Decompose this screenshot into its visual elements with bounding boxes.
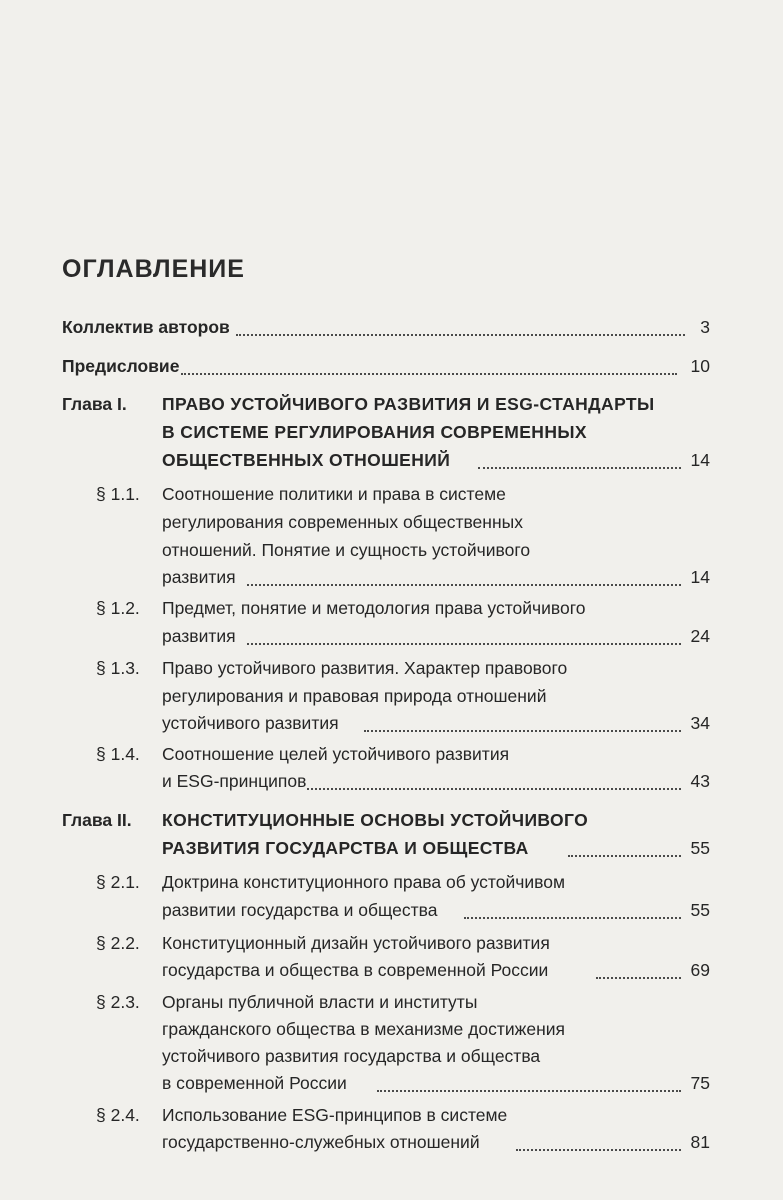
section-number: § 1.2. <box>96 598 140 618</box>
toc-entry-label: Предисловие <box>62 356 180 376</box>
toc-page-number: 3 <box>700 317 710 337</box>
toc-page-number: 14 <box>690 567 710 587</box>
toc-page-number: 55 <box>690 900 710 920</box>
dot-leader <box>464 889 681 919</box>
chapter-title-line: В СИСТЕМЕ РЕГУЛИРОВАНИЯ СОВРЕМЕННЫХ <box>162 422 587 442</box>
toc-entry-label: Коллектив авторов <box>62 317 230 337</box>
chapter-label: Глава II. <box>62 810 132 830</box>
dot-leader <box>247 556 681 586</box>
section-title-line: Использование ESG-принципов в системе <box>162 1105 508 1125</box>
toc-page-number: 81 <box>690 1132 710 1152</box>
toc-page-number: 34 <box>690 713 710 733</box>
section-title-line: государственно-служебных отношений <box>162 1132 480 1152</box>
section-number: § 2.4. <box>96 1105 140 1125</box>
dot-leader <box>247 615 681 645</box>
toc-page-number: 14 <box>690 450 710 470</box>
dot-leader <box>516 1121 681 1151</box>
section-title-line: Конституционный дизайн устойчивого развития <box>162 933 550 953</box>
section-title-line: развития <box>162 567 236 587</box>
section-title-line: Соотношение целей устойчивого развития <box>162 744 510 764</box>
toc-page-number: 10 <box>690 356 710 376</box>
section-title-line: и ESG-принципов <box>162 771 307 791</box>
toc-entry-preface[interactable] <box>0 352 783 380</box>
chapter-title-line: КОНСТИТУЦИОННЫЕ ОСНОВЫ УСТОЙЧИВОГО <box>162 810 589 830</box>
chapter-label: Глава I. <box>62 394 127 414</box>
section-title-line: устойчивого развития государства и общества <box>162 1046 541 1066</box>
dot-leader <box>377 1062 681 1092</box>
section-title-line: Органы публичной власти и институты <box>162 992 478 1012</box>
page-title: ОГЛАВЛЕНИЕ <box>62 255 245 283</box>
dot-leader <box>181 345 677 375</box>
section-title-line: Соотношение политики и права в системе <box>162 484 506 504</box>
section-title-line: Предмет, понятие и методология права устойчивого <box>162 598 586 618</box>
dot-leader <box>478 439 681 469</box>
toc-page-number: 69 <box>690 960 710 980</box>
toc-page-number: 24 <box>690 626 710 646</box>
section-title-line: регулирования современных общественных <box>162 512 523 532</box>
section-number: § 2.1. <box>96 872 140 892</box>
section-number: § 2.2. <box>96 933 140 953</box>
section-title-line: гражданского общества в механизме достижения <box>162 1019 565 1039</box>
section-title-line: устойчивого развития <box>162 713 339 733</box>
section-title-line: развития <box>162 626 236 646</box>
dot-leader <box>568 827 681 857</box>
dot-leader <box>364 702 681 732</box>
toc-page-number: 75 <box>690 1073 710 1093</box>
section-number: § 1.3. <box>96 658 140 678</box>
section-number: § 1.4. <box>96 744 140 764</box>
toc-entry-authors[interactable] <box>0 313 783 341</box>
section-title-line: регулирования и правовая природа отношений <box>162 686 547 706</box>
section-title-line: в современной России <box>162 1073 347 1093</box>
chapter-title-line: РАЗВИТИЯ ГОСУДАРСТВА И ОБЩЕСТВА <box>162 838 529 858</box>
chapter-title-line: ПРАВО УСТОЙЧИВОГО РАЗВИТИЯ И ESG-СТАНДАРТЫ <box>162 394 655 414</box>
section-title-line: государства и общества в современной России <box>162 960 549 980</box>
section-title-line: развитии государства и общества <box>162 900 438 920</box>
section-title-line: отношений. Понятие и сущность устойчивого <box>162 540 531 560</box>
section-title-line: Доктрина конституционного права об устойчивом <box>162 872 565 892</box>
dot-leader <box>307 760 681 790</box>
section-number: § 1.1. <box>96 484 140 504</box>
toc-page-number: 43 <box>690 771 710 791</box>
dot-leader <box>236 306 685 336</box>
section-title-line: Право устойчивого развития. Характер правового <box>162 658 568 678</box>
dot-leader <box>596 949 681 979</box>
section-number: § 2.3. <box>96 992 140 1012</box>
toc-page-number: 55 <box>690 838 710 858</box>
chapter-title-line: ОБЩЕСТВЕННЫХ ОТНОШЕНИЙ <box>162 450 451 470</box>
